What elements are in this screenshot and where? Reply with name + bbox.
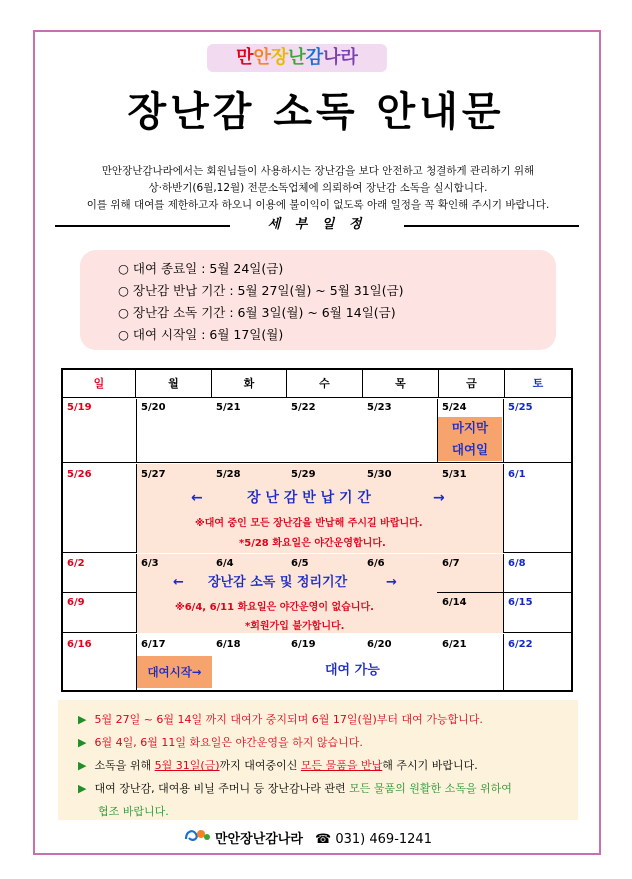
date-cell: 5/27 <box>141 469 166 480</box>
brand-char: 난 <box>288 47 306 68</box>
bullet-icon: ▶ <box>78 713 87 726</box>
section-label <box>55 215 579 235</box>
date-cell: 6/6 <box>367 558 385 569</box>
schedule-box <box>80 250 556 350</box>
schedule-item: ○ 대여 종료일 : 5월 24일(금) <box>118 261 284 276</box>
col-divider <box>503 399 504 463</box>
section-divider <box>55 215 579 235</box>
note-bullet-1 <box>78 708 578 731</box>
date-cell: 6/4 <box>216 558 234 569</box>
note-bullet-4 <box>78 777 578 800</box>
date-cell: 5/29 <box>291 469 316 480</box>
weekday-sun: 일 <box>63 370 136 397</box>
note-text: 해 주시기 바랍니다. <box>382 759 478 772</box>
date-cell: 6/22 <box>508 639 533 650</box>
date-cell: 5/21 <box>216 402 241 413</box>
bullet-icon: ▶ <box>78 736 87 749</box>
brand-char: 감 <box>305 47 324 68</box>
rental-available-label: 대여 가능 <box>325 663 380 678</box>
date-cell: 5/25 <box>508 402 533 413</box>
date-cell: 6/15 <box>508 597 533 608</box>
note-text: 소독을 위해 <box>94 759 155 772</box>
note-highlight: 모든 물품을 반납 <box>300 759 383 772</box>
disinfection-note-2: *회원가입 불가합니다. <box>245 621 345 632</box>
return-note-2: *5/28 화요일은 야간운영합니다. <box>239 538 386 549</box>
note-bullet-2 <box>78 731 578 754</box>
date-cell: 6/17 <box>141 639 166 650</box>
weekday-mon: 월 <box>136 370 212 397</box>
last-rental-day-line-2: 대여일 <box>451 442 489 457</box>
date-cell: 6/5 <box>291 558 309 569</box>
date-cell: 5/31 <box>442 469 467 480</box>
footer-brand: 만안장난감나라 <box>215 832 303 847</box>
page-title: 장난감 소독 안내문 <box>127 89 505 135</box>
calendar-week-1 <box>63 399 571 463</box>
disinfection-note-1: ※6/4, 6/11 화요일은 야간운영이 없습니다. <box>175 602 374 613</box>
notes-box <box>58 700 578 820</box>
calendar <box>61 368 573 692</box>
date-cell: 6/21 <box>442 639 467 650</box>
date-cell: 6/3 <box>141 558 159 569</box>
last-rental-day-line-1: 마지막 <box>451 420 489 435</box>
disinfection-period-label: 장난감 소독 및 정리기간 <box>208 575 348 590</box>
intro-line-3: 이를 위해 대여를 제한하고자 하오니 이용에 불이익이 없도록 아래 일정을 꼭 확인해 주시기 바랍니다. <box>86 199 550 211</box>
schedule-item: ○ 장난감 반납 기간 : 5월 27일(월) ~ 5월 31일(금) <box>118 283 404 298</box>
calendar-week-2 <box>63 464 571 553</box>
date-cell: 6/2 <box>67 558 85 569</box>
rental-start-badge: 대여시작→ <box>137 656 212 688</box>
brand-char: 나 <box>323 47 341 68</box>
bullet-icon: ▶ <box>78 759 87 772</box>
date-cell: 6/16 <box>67 639 92 650</box>
brand-logo-icon <box>183 826 211 853</box>
brand-pill <box>207 44 387 72</box>
date-cell: 5/26 <box>67 469 92 480</box>
date-cell: 5/23 <box>367 402 392 413</box>
note-bullet-3 <box>78 754 578 777</box>
brand-char: 라 <box>340 47 358 68</box>
note-text: 대여 장난감, 대여용 비닐 주머니 등 장난감나라 관련 <box>94 782 350 795</box>
note-text: 6월 4일, 6월 11일 화요일은 야간운영을 하지 않습니다. <box>94 736 363 749</box>
return-period-arrow-left: ← <box>191 490 203 506</box>
date-cell: 5/28 <box>216 469 241 480</box>
date-cell: 5/20 <box>141 402 166 413</box>
note-text: 까지 대여중이신 <box>219 759 301 772</box>
weekday-tue: 화 <box>212 370 287 397</box>
brand-char: 안 <box>253 47 271 68</box>
note-highlight: 5월 31일(금) <box>154 759 220 772</box>
brand-char: 장 <box>270 47 289 68</box>
calendar-header <box>63 370 571 398</box>
schedule-item: ○ 대여 시작일 : 6월 17일(월) <box>118 327 284 342</box>
return-note-1: ※대여 중인 모든 장난감을 반납해 주시길 바랍니다. <box>195 518 423 529</box>
brand-char: 만 <box>236 47 254 68</box>
date-cell: 6/18 <box>216 639 241 650</box>
col-divider <box>136 464 137 553</box>
col-divider <box>136 399 137 463</box>
date-cell: 5/24 <box>442 402 467 413</box>
col-divider <box>503 554 504 633</box>
calendar-week-5 <box>63 634 571 690</box>
date-cell: 6/20 <box>367 639 392 650</box>
col-divider <box>503 464 504 553</box>
date-cell: 5/19 <box>67 402 92 413</box>
intro-line-1: 만안장난감나라에서는 회원님들이 사용하시는 장난감을 보다 안전하고 청결하게 관리하기 위해 <box>101 165 535 177</box>
note-highlight: 모든 물품의 원활한 소독을 위하여 <box>349 782 512 795</box>
note-bullet-4-continued: 협조 바랍니다. <box>98 805 169 818</box>
note-text: 5월 27일 ~ 6월 14일 까지 대여가 중지되며 6월 17일(월)부터 대여 가능합니다. <box>94 713 483 726</box>
col-divider <box>136 554 137 633</box>
calendar-week-3-4 <box>63 554 571 633</box>
weekday-thu: 목 <box>363 370 439 397</box>
date-cell: 6/8 <box>508 558 526 569</box>
date-cell: 6/9 <box>67 597 85 608</box>
date-cell: 5/30 <box>367 469 392 480</box>
date-cell: 6/14 <box>442 597 467 608</box>
footer <box>183 826 432 850</box>
date-cell: 6/19 <box>291 639 316 650</box>
schedule-item: ○ 장난감 소독 기간 : 6월 3일(월) ~ 6월 14일(금) <box>118 305 396 320</box>
date-cell: 6/1 <box>508 469 526 480</box>
intro-line-2: 상·하반기(6월,12월) 전문소독업체에 의뢰하여 장난감 소독을 실시합니다. <box>148 182 488 194</box>
section-label-text: 세 부 일 정 <box>262 217 373 232</box>
date-cell: 6/7 <box>442 558 460 569</box>
weekday-sat: 토 <box>532 377 544 390</box>
row-divider <box>437 592 571 593</box>
disinfection-period-arrow-left: ← <box>173 575 184 590</box>
footer-phone: ☎ 031) 469-1241 <box>315 832 432 847</box>
row-divider <box>63 592 136 593</box>
weekday-fri: 금 <box>439 370 505 397</box>
weekday-wed: 수 <box>287 370 363 397</box>
return-period-label: 장 난 감 반 납 기 간 <box>247 490 371 506</box>
last-rental-day-badge <box>438 417 502 461</box>
col-divider <box>503 634 504 690</box>
disinfection-period-arrow-right: → <box>386 575 397 590</box>
date-cell: 5/22 <box>291 402 316 413</box>
bullet-icon: ▶ <box>78 782 87 795</box>
return-period-arrow-right: → <box>433 490 445 506</box>
